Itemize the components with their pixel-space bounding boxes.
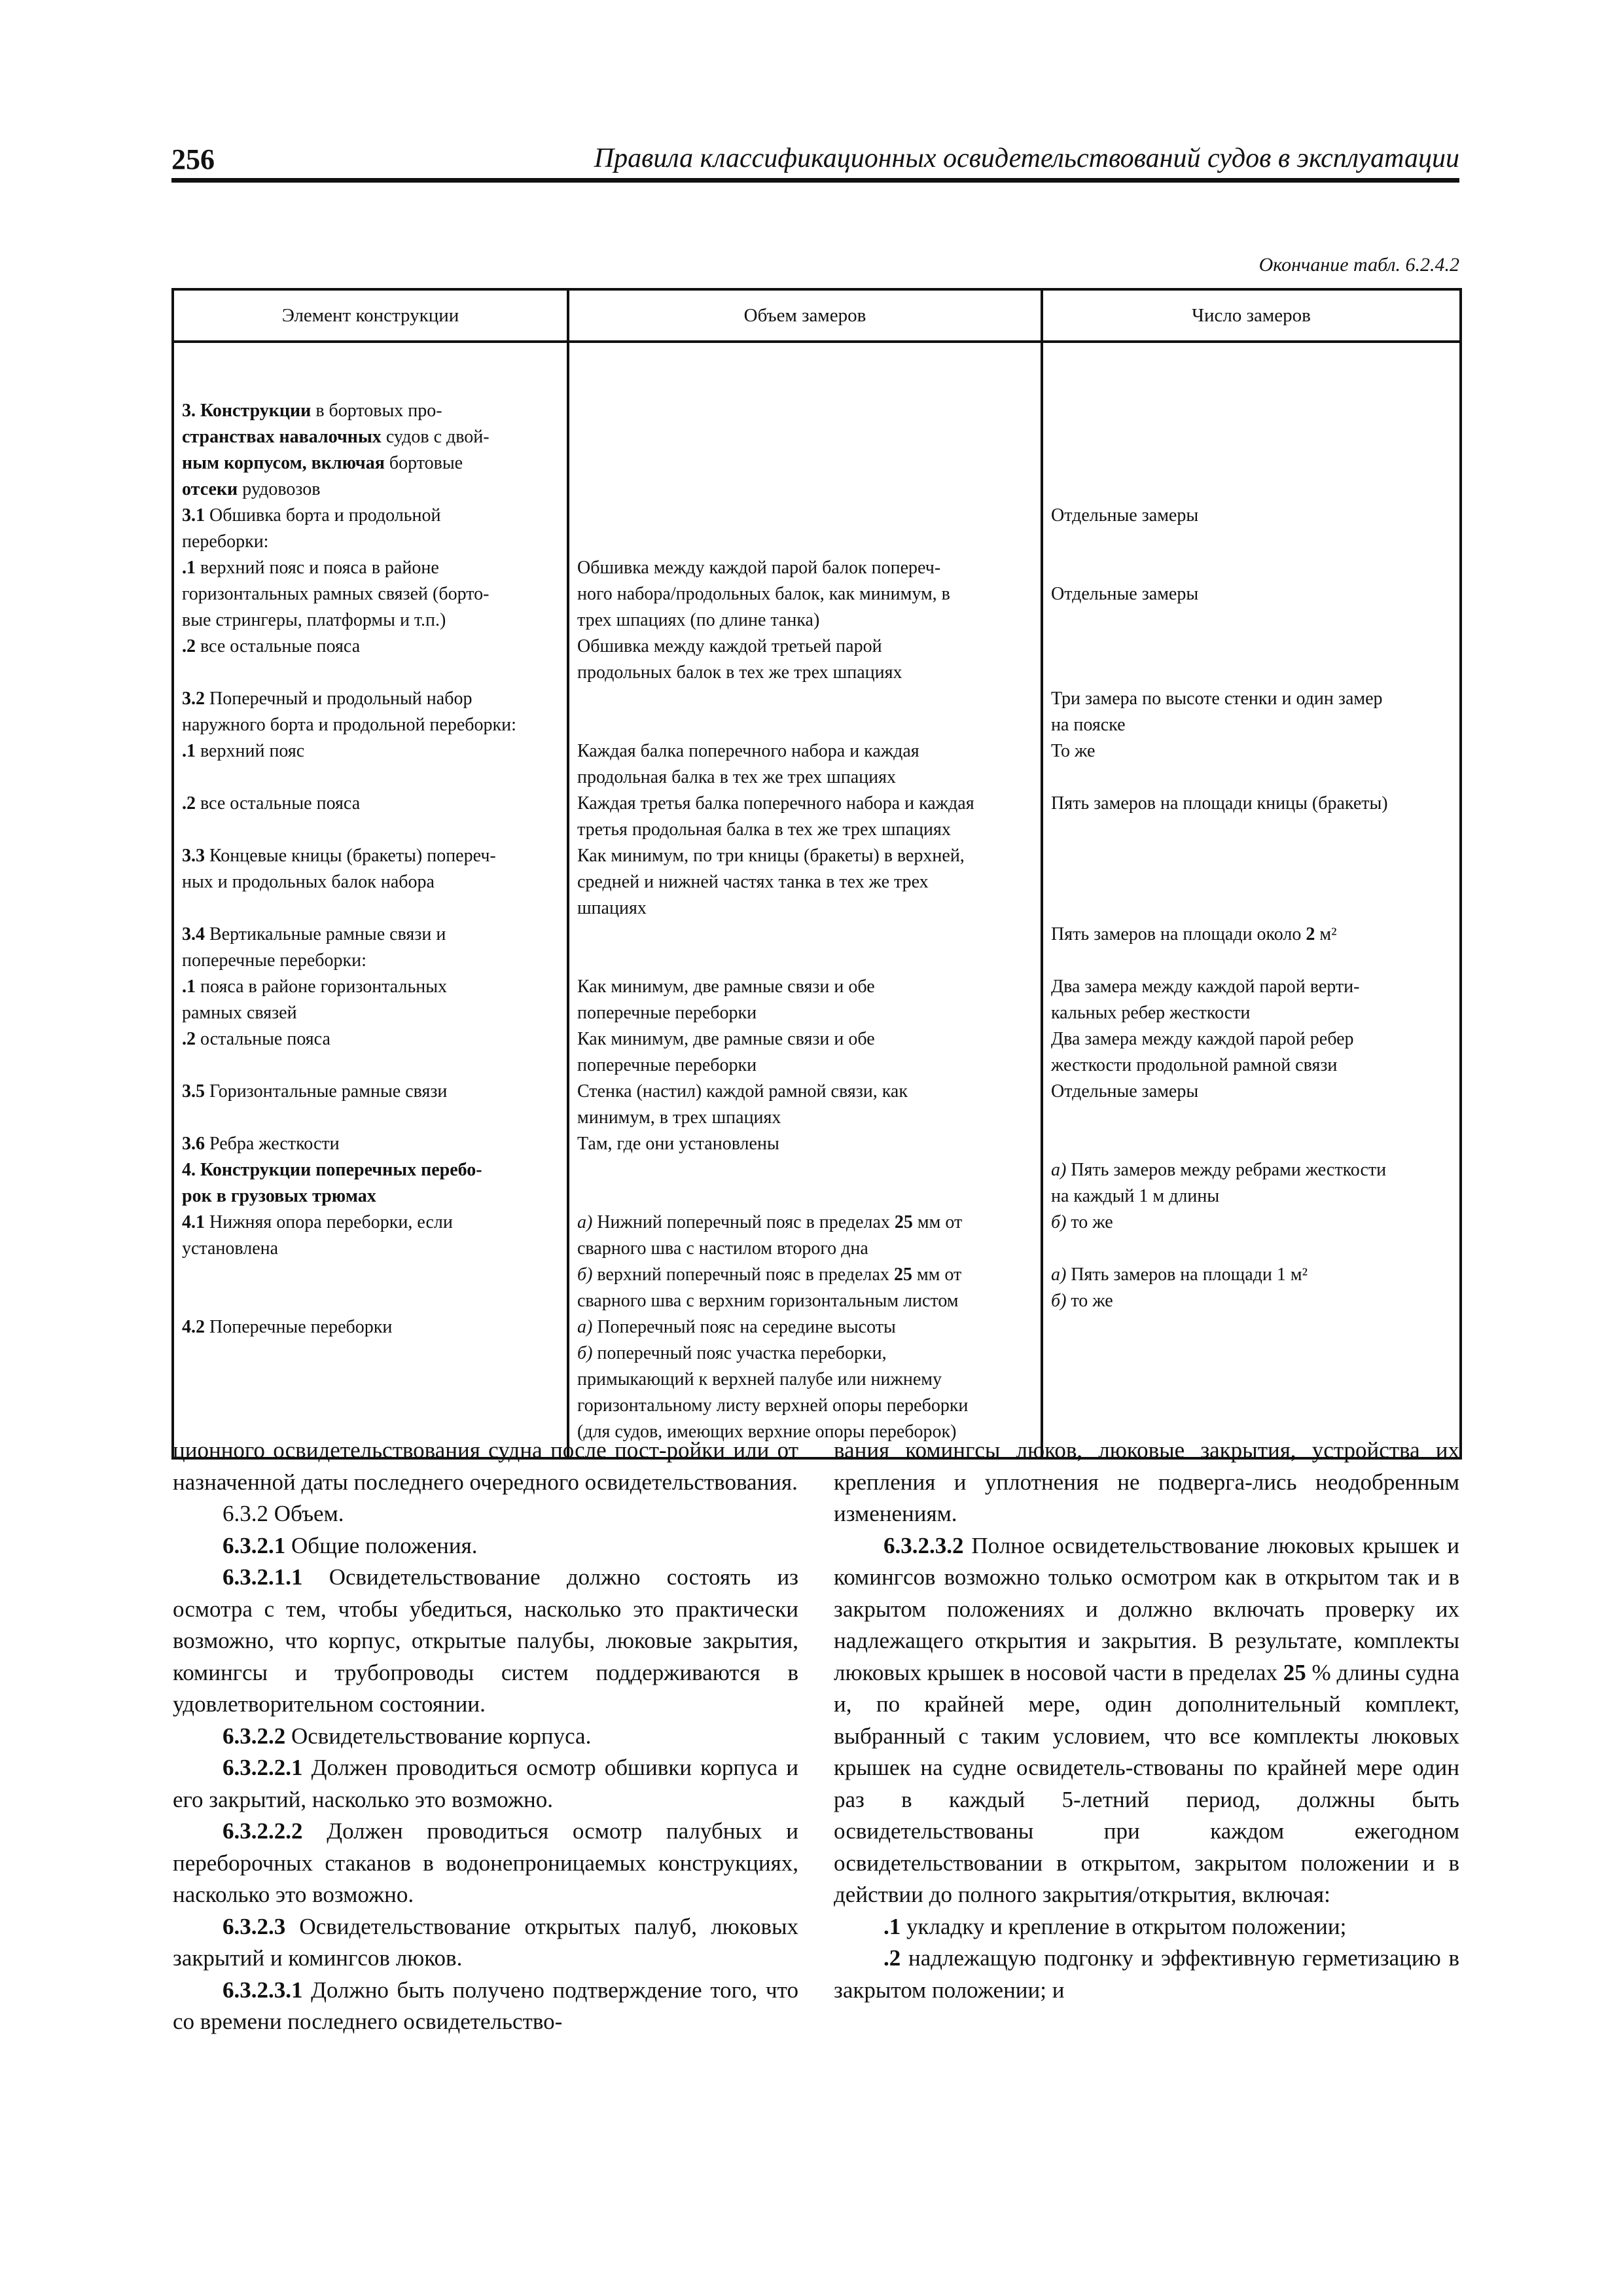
table-cell-line: рок в грузовых трюмах [182,1186,376,1206]
body-paragraph: 6.3.2.2.2 Должен проводиться осмотр палубных и переборочных стаканов в водонепроницаемых конструкциях, насколько это возможно. [173,1818,798,1907]
body-paragraph: вания комингсы люков, люковые закрытия, устройства их крепления и уплотнения не подверга-лись неодобренным изменениям. [834,1437,1459,1526]
table-cell-line: б) поперечный пояс участка переборки, [577,1343,887,1363]
table-header-row [173,289,1461,342]
table-cell-line: Каждая балка поперечного набора и каждая [577,741,919,761]
table-cell-line [182,1288,559,1314]
measurement-count-column [1042,342,1461,1458]
table-cell-line: .2 все остальные пояса [182,636,361,656]
table-cell-line: на пояске [1051,715,1126,735]
table-cell-line [1051,817,1452,843]
table-cell-line: а) Нижний поперечный пояс в пределах 25 мм от [577,1212,963,1232]
table-cell-line: установлена [182,1238,279,1259]
table-cell-line: вые стрингеры, платформы и т.п.) [182,610,446,630]
table-cell-line [1051,529,1452,555]
table-cell-line: трех шпациях (по длине танка) [577,610,820,630]
table-cell-line: 3. Конструкции в бортовых про- [182,401,442,421]
measurement-scope-column [568,342,1042,1458]
table-cell-line [1051,398,1452,424]
table-cell-line: поперечные переборки: [182,950,366,971]
table-cell-line [1051,424,1452,450]
table-cell-line [1051,607,1452,634]
table-cell-line: Отдельные замеры [1051,1081,1199,1102]
table-cell-line: .2 все остальные пояса [182,793,361,814]
table-cell-line [1051,843,1452,869]
table-cell-line: наружного борта и продольной переборки: [182,715,516,735]
table-cell-line [1051,476,1452,503]
table-cell-line [577,948,1033,974]
table-cell-line: Пять замеров на площади кницы (бракеты) [1051,793,1388,814]
table-cell-line: ного набора/продольных балок, как минимум, в [577,584,950,604]
table-cell-line: 4. Конструкции поперечных перебо- [182,1160,482,1180]
table-cell-line: Стенка (настил) каждой рамной связи, как [577,1081,908,1102]
body-paragraph: 6.3.2 Объем. [223,1501,344,1526]
table-cell-line: Каждая третья балка поперечного набора и каждая [577,793,974,814]
table-cell-line [1051,1236,1452,1262]
table-cell-line: Отдельные замеры [1051,584,1199,604]
table-cell-line: а) Поперечный пояс на середине высоты [577,1317,896,1337]
table-cell-line: б) верхний поперечный пояс в пределах 25 мм от [577,1265,962,1285]
table-cell-line: (для судов, имеющих верхние опоры переборок) [577,1422,957,1442]
table-cell-line [577,398,1033,424]
body-paragraph: 6.3.2.3 Освидетельствование открытых палуб, люковых закрытий и комингсов люков. [173,1913,798,1971]
table-cell-line [577,922,1033,948]
table-cell-line: переборки: [182,531,269,552]
table-cell-line: Пять замеров на площади около 2 м² [1051,924,1337,944]
table-cell-line: горизонтальному листу верхней опоры переборки [577,1395,969,1416]
table-cell-line: 3.2 Поперечный и продольный набор [182,689,473,709]
table-cell-line: сварного шва с верхним горизонтальным листом [577,1291,959,1311]
table-cell-line [182,660,559,686]
table-cell-line: .2 остальные пояса [182,1029,330,1049]
table-cell-line [577,1157,1033,1183]
measurements-table [171,288,1462,1460]
table-cell-line [182,895,559,922]
table-cell-line: ных и продольных балок набора [182,872,435,892]
table-cell-line: Там, где они установлены [577,1134,779,1154]
body-paragraph: 6.3.2.3.1 Должно быть получено подтверждение того, что со времени последнего освидетельство- [173,1977,798,2034]
table-cell-line [182,817,559,843]
table-cell-line: а) Пять замеров на площади 1 м² [1051,1265,1308,1285]
header-measurement-scope: Объем замеров [568,289,1042,342]
table-cell-line [1051,764,1452,791]
body-text-left-column [173,1435,798,2038]
table-cell-line: шпациях [577,898,647,918]
table-cell-line [1051,660,1452,686]
body-paragraph: 6.3.2.3.2 Полное освидетельствование люковых крышек и комингсов возможно только осмотром как в открытом так и в закрытом положениях и должно включать проверку их надлежащего открытия и закрытия. В результате, комплекты люковых крышек в носовой части в пределах 25 % длины судна и, по крайней мере, один дополнительный комплект, выбранный с таким условием, что все комплекты люковых крышек на судне освидетель-ствованы по крайней мере один раз в каждый 5-летний период, должны быть освидетельствованы при каждом ежегодном освидетельствовании в открытом, закрытом положении и в действии до полного закрытия/открытия, включая: [834,1532,1459,1907]
table-cell-line: .1 пояса в районе горизонтальных [182,977,448,997]
table-cell-line: б) то же [1051,1212,1113,1232]
table-cell-line [577,450,1033,476]
body-paragraph: 6.3.2.1.1 Освидетельствование должно состоять из осмотра с тем, чтобы убедиться, насколько это практически возможно, что корпус, открытые палубы, люковые закрытия, комингсы и трубопроводы систем поддерживаются в удовлетворительном состоянии. [173,1564,798,1717]
table-cell-line: а) Пять замеров между ребрами жесткости [1051,1160,1387,1180]
table-cell-line [1051,1131,1452,1157]
table-cell-line: 4.1 Нижняя опора переборки, если [182,1212,453,1232]
body-paragraph: 6.3.2.2 Освидетельствование корпуса. [223,1723,592,1749]
table-cell-line [1051,948,1452,974]
table-cell-line: Три замера по высоте стенки и один замер [1051,689,1383,709]
table-cell-line: сварного шва с настилом второго дна [577,1238,868,1259]
table-cell-line: 4.2 Поперечные переборки [182,1317,393,1337]
table-cell-line: 3.3 Концевые кницы (бракеты) попереч- [182,846,496,866]
table-cell-line [577,476,1033,503]
table-cell-line: Обшивка между каждой третьей парой [577,636,882,656]
table-cell-line [577,503,1033,529]
body-text-right-column [834,1435,1459,2006]
structure-element-column [173,342,568,1458]
table-cell-line: горизонтальных рамных связей (борто- [182,584,490,604]
header-measurement-count: Число замеров [1042,289,1461,342]
table-cell-line: То же [1051,741,1096,761]
table-cell-line: Два замера между каждой парой верти- [1051,977,1360,997]
table-cell-line: продольная балка в тех же трех шпациях [577,767,896,787]
running-title: Правила классификационных освидетельствований судов в эксплуатации [594,143,1459,173]
table-cell-line: Как минимум, две рамные связи и обе [577,1029,875,1049]
table-cell-line: 3.4 Вертикальные рамные связи и [182,924,446,944]
table-cell-line [182,1105,559,1131]
table-cell-line: рамных связей [182,1003,297,1023]
table-cell-line: минимум, в трех шпациях [577,1107,781,1128]
table-cell-line: 3.5 Горизонтальные рамные связи [182,1081,448,1102]
table-cell-line: поперечные переборки [577,1055,757,1075]
table-cell-line [1051,634,1452,660]
table-cell-line [1051,895,1452,922]
body-paragraph: .2 надлежащую подгонку и эффективную герметизацию в закрытом положении; и [834,1945,1459,2003]
body-paragraph: .1 укладку и крепление в открытом положении; [883,1913,1347,1939]
table-cell-line: странствах навалочных судов с двой- [182,427,490,447]
table-cell-line: 3.6 Ребра жесткости [182,1134,340,1154]
header-structure-element: Элемент конструкции [173,289,568,342]
body-paragraph: 6.3.2.2.1 Должен проводиться осмотр обшивки корпуса и его закрытий, насколько это возможно. [173,1755,798,1812]
table-cell-line [182,1262,559,1288]
table-cell-line: на каждый 1 м длины [1051,1186,1220,1206]
table-cell-line [1051,1105,1452,1131]
table-cell-line: .1 верхний пояс [182,741,305,761]
table-cell-line [577,712,1033,738]
body-paragraph: 6.3.2.1 Общие положения. [223,1532,478,1558]
table-cell-line: Как минимум, по три кницы (бракеты) в верхней, [577,846,965,866]
table-cell-line: Обшивка между каждой парой балок попереч- [577,558,941,578]
table-cell-line: продольных балок в тех же трех шпациях [577,662,902,683]
header-rule [171,178,1459,183]
table-cell-line [1051,450,1452,476]
table-cell-line: третья продольная балка в тех же трех шпациях [577,819,951,840]
table-cell-line: Как минимум, две рамные связи и обе [577,977,875,997]
table-cell-line: примыкающий к верхней палубе или нижнему [577,1369,942,1390]
table-cell-line: б) то же [1051,1291,1113,1311]
table-cell-line [577,529,1033,555]
table-cell-line: кальных ребер жесткости [1051,1003,1251,1023]
table-cell-line: отсеки рудовозов [182,479,321,499]
table-cell-line: ным корпусом, включая бортовые [182,453,463,473]
table-cell-line: поперечные переборки [577,1003,757,1023]
table-caption: Окончание табл. 6.2.4.2 [1258,254,1459,276]
page-number: 256 [171,143,215,175]
table-cell-line [182,1052,559,1079]
table-cell-line [182,764,559,791]
table-cell-line [577,686,1033,712]
table-cell-line: 3.1 Обшивка борта и продольной [182,505,441,526]
table-body-row [173,342,1461,1458]
table-cell-line: Отдельные замеры [1051,505,1199,526]
table-cell-line [577,424,1033,450]
table-cell-line: жесткости продольной рамной связи [1051,1055,1338,1075]
table-cell-line: .1 верхний пояс и пояса в районе [182,558,439,578]
table-cell-line: Два замера между каждой парой ребер [1051,1029,1354,1049]
table-cell-line [577,1183,1033,1210]
table-cell-line: средней и нижней частях танка в тех же трех [577,872,929,892]
table-cell-line [1051,555,1452,581]
table-cell-line [1051,869,1452,895]
body-paragraph: ционного освидетельствования судна после пост-ройки или от назначенной даты последнего очередного освидетельствования. [173,1437,798,1495]
